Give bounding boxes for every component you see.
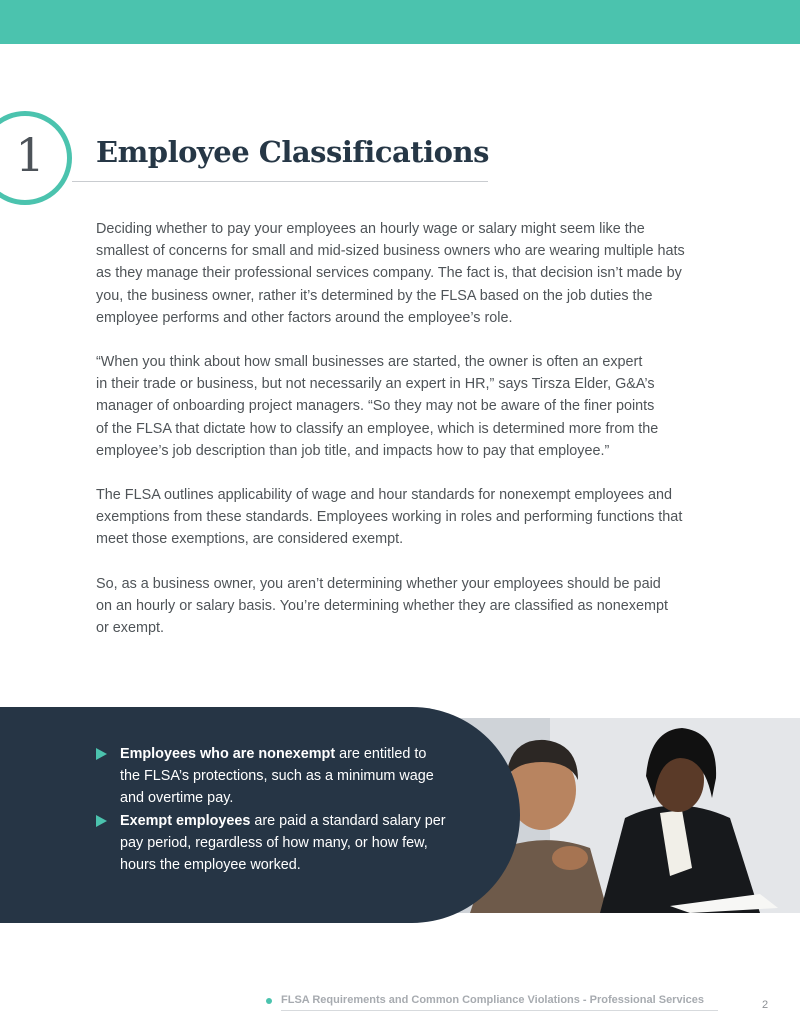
triangle-right-icon <box>96 815 107 827</box>
callout-panel <box>0 707 520 923</box>
callout-item-term: Exempt employees <box>120 812 251 829</box>
body-copy <box>96 218 716 661</box>
footer-bullet-icon <box>266 998 272 1004</box>
callout-item-term: Employees who are nonexempt <box>120 746 336 762</box>
header-band <box>0 0 800 44</box>
section-number: 1 <box>15 128 45 182</box>
body-paragraph: “When you think about how small businesses are started, the owner is often an expert in their trade or business, but not necessarily an expert in HR,” says Tirsza Elder, G&A’s manager of onboarding project managers. “So they may not be aware of the finer points of the FLSA that dictate how to classify an employee, which is determined more from the employee’s job description than job title, and impacts how to pay that employee.” <box>96 354 659 459</box>
body-paragraph: The FLSA outlines applicability of wage and hour standards for nonexempt employees and exemptions from these standards. Employees working in roles and performing functions that meet those exemptions, are considered exempt. <box>96 487 683 548</box>
title-divider <box>72 181 488 182</box>
section-title: Employee Classifications <box>96 135 489 169</box>
body-paragraph: So, as a business owner, you aren’t determining whether your employees should be paid on an hourly or salary basis. You’re determining whether they are classified as nonexempt or exempt. <box>96 575 668 637</box>
callout-item-text: are entitled to the FLSA’s protections, such as a minimum wage and overtime pay. <box>120 746 434 807</box>
list-item <box>96 743 456 810</box>
footer-divider <box>281 1010 718 1011</box>
footer-title: FLSA Requirements and Common Compliance Violations - Professional Services <box>281 994 704 1006</box>
list-item <box>96 810 456 877</box>
callout-item-text: are paid a standard salary per pay period, regardless of how many, or how few, hours the employee worked. <box>120 812 446 874</box>
page-number: 2 <box>762 999 769 1011</box>
callout-list <box>96 743 456 876</box>
triangle-right-icon <box>96 748 107 760</box>
body-paragraph: Deciding whether to pay your employees an hourly wage or salary might seem like the smallest of concerns for small and mid-sized business owners who are wearing multiple hats as they manage their professional services company. The fact is, that decision isn’t made by you, the business owner, rather it’s determined by the FLSA based on the job duties the employee performs and other factors around the employee’s role. <box>96 221 685 326</box>
